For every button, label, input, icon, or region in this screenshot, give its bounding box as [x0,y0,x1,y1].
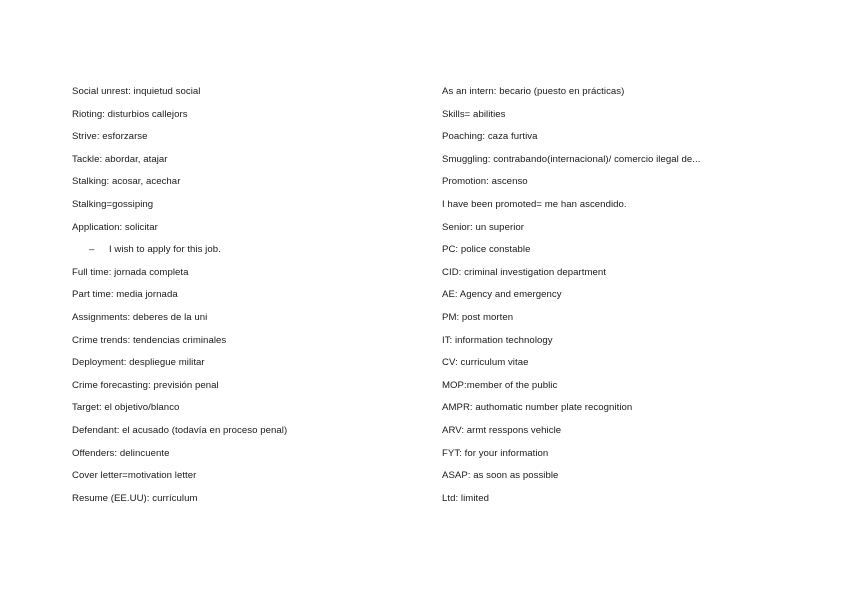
vocab-entry [442,220,782,243]
vocab-entry [442,107,782,130]
vocab-text: Part time: media jornada [72,289,178,301]
vocab-text: Promotion: ascenso [442,176,528,188]
vocab-text: CV: curriculum vitae [442,357,529,369]
vocab-entry [442,129,782,152]
vocab-text: AE: Agency and emergency [442,289,562,301]
vocab-entry [442,174,782,197]
vocab-text: Deployment: despliegue militar [72,357,205,369]
vocab-entry [72,491,412,514]
vocab-entry [72,265,412,288]
vocab-text: PC: police constable [442,244,531,256]
vocab-text: Strive: esforzarse [72,131,148,143]
vocab-entry [72,378,412,401]
vocab-text: Cover letter=motivation letter [72,470,197,482]
right-vocabulary-column [442,84,782,513]
vocab-entry [72,333,412,356]
vocab-text: Crime forecasting: previsión penal [72,379,219,391]
vocab-text: ASAP: as soon as possible [442,470,559,482]
vocab-text: IT: information technology [442,334,553,346]
dash-bullet: – [89,244,95,256]
vocab-text: PM: post morten [442,311,514,323]
vocab-entry [72,423,412,446]
vocab-text: Defendant: el acusado (todavía en proceso penal) [72,424,288,436]
vocab-text: Resume (EE.UU): currículum [72,492,198,504]
vocab-entry [72,287,412,310]
vocab-entry [72,197,412,220]
vocab-entry [72,129,412,152]
vocab-text: Tackle: abordar, atajar [72,153,168,165]
vocab-text: Stalking=gossiping [72,198,154,210]
vocab-text: CID: criminal investigation department [442,266,606,278]
vocab-text: Stalking: acosar, acechar [72,176,181,188]
left-vocabulary-column [72,84,412,513]
vocab-text: Full time: jornada completa [72,266,189,278]
vocab-entry [72,400,412,423]
vocab-text: I have been promoted= me han ascendido. [442,198,627,210]
vocab-entry [442,355,782,378]
vocab-text: Assignments: deberes de la uni [72,311,208,323]
vocab-entry [442,197,782,220]
vocab-entry [442,242,782,265]
vocab-text: MOP:member of the public [442,379,558,391]
vocab-entry [72,107,412,130]
vocab-entry [442,491,782,514]
vocab-entry [442,287,782,310]
vocab-entry [72,174,412,197]
vocab-entry [72,355,412,378]
vocab-entry [72,310,412,333]
vocab-text: Senior: un superior [442,221,525,233]
vocab-text: Ltd: limited [442,492,489,504]
vocab-entry [442,265,782,288]
vocab-entry [72,446,412,469]
vocab-text: I wish to apply for this job. [109,244,221,256]
vocab-entry [442,400,782,423]
vocab-text: Social unrest: inquietud social [72,86,201,97]
vocab-entry [442,310,782,333]
vocab-entry [72,468,412,491]
vocab-text: Target: el objetivo/blanco [72,402,180,414]
vocab-text: ARV: armt resspons vehicle [442,424,562,436]
vocab-entry [442,446,782,469]
vocab-text: Rioting: disturbios callejors [72,108,188,120]
vocab-entry [442,84,782,107]
vocab-entry [72,84,412,107]
vocab-entry [442,423,782,446]
vocab-entry [442,333,782,356]
vocab-entry [442,378,782,401]
vocab-text: Offenders: delincuente [72,447,170,459]
vocab-text: Poaching: caza furtiva [442,131,538,143]
vocab-entry [72,220,412,243]
vocab-text: Crime trends: tendencias criminales [72,334,227,346]
vocab-entry [442,152,782,175]
vocab-text: Smuggling: contrabando(internacional)/ comercio ilegal de... [442,153,701,165]
vocab-entry [442,468,782,491]
vocab-text: Skills= abilities [442,108,506,120]
vocab-text: FYT: for your information [442,447,549,459]
vocab-entry [72,152,412,175]
vocab-text: AMPR: authomatic number plate recognition [442,402,633,414]
vocab-sub-entry [72,242,412,265]
vocab-text: Application: solicitar [72,221,158,233]
vocab-text: As an intern: becario (puesto en prácticas) [442,86,625,97]
